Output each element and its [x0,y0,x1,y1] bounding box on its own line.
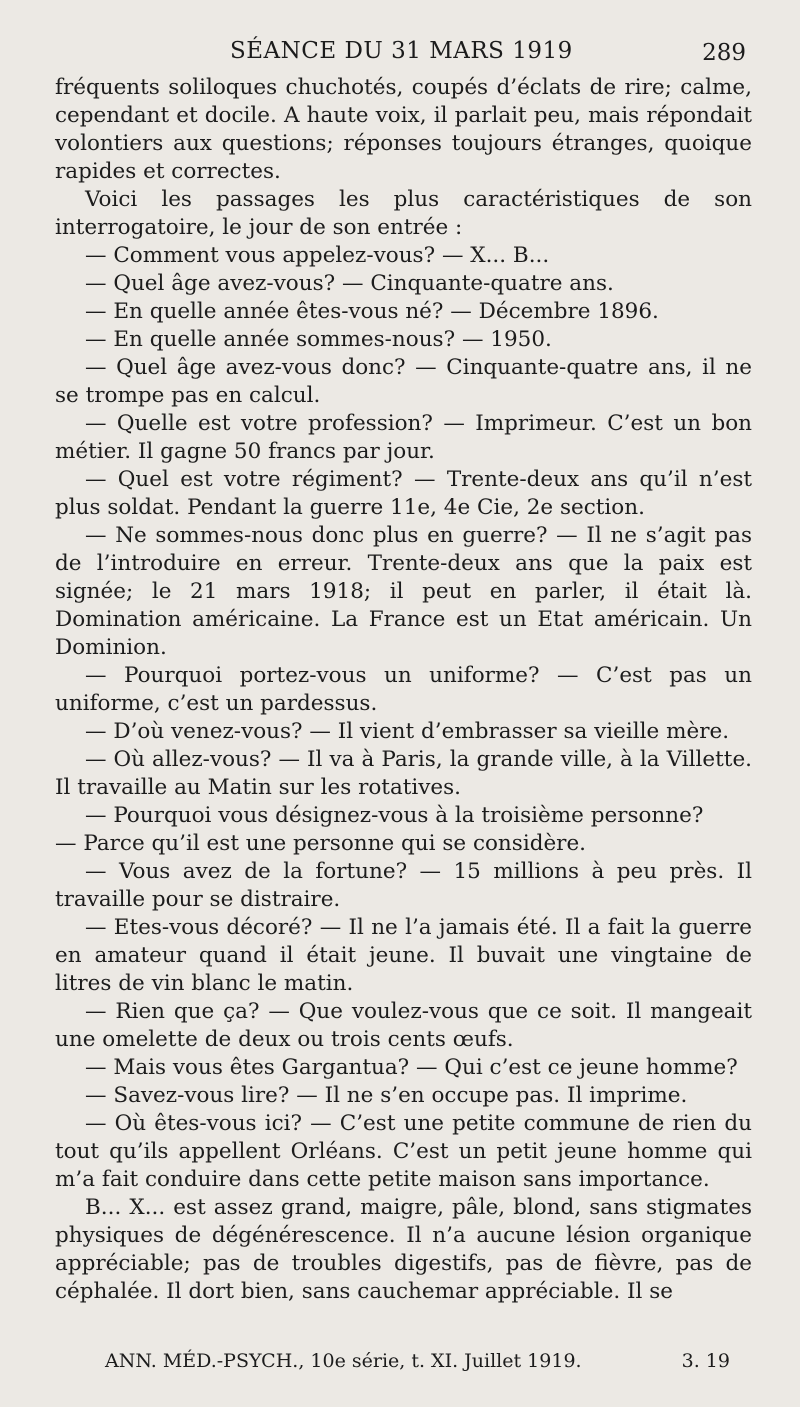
dialogue-line: — Où allez-vous? — Il va à Paris, la grande ville, à la Villette. Il travaille au Matin sur les rotatives. [55,747,752,800]
dialogue-line: — Pourquoi portez-vous un uniforme? — C’est pas un uniforme, c’est un pardessus. [55,663,752,716]
dialogue-line: — Rien que ça? — Que voulez-vous que ce soit. Il mangeait une omelette de deux ou trois cents œufs. [55,999,752,1052]
dialogue-line: — Parce qu’il est une personne qui se considère. [55,831,587,856]
dialogue-line: — Vous avez de la fortune? — 15 millions à peu près. Il travaille pour se distraire. [55,859,752,912]
signature-mark: 3. 19 [681,1350,730,1372]
page-header [55,38,752,74]
dialogue-line: — Quel est votre régiment? — Trente-deux ans qu’il n’est plus soldat. Pendant la guerre 11e, 4e Cie, 2e section. [55,467,752,520]
body-text [55,74,752,1306]
paragraph: B... X... est assez grand, maigre, pâle, blond, sans stigmates physiques de dégénérescence. Il n’a aucune lésion organique appréciable; pas de troubles digestifs, pas de fièvre, pas de céphalée. Il dort bien, sans cauchemar appréciable. Il se [55,1195,752,1304]
page-number: 289 [702,40,746,66]
dialogue-line: — Comment vous appelez-vous? — X... B... [85,243,550,268]
journal-citation: ANN. MÉD.-PSYCH., 10e série, t. XI. Juillet 1919. [105,1350,582,1372]
dialogue-line: — Ne sommes-nous donc plus en guerre? — Il ne s’agit pas de l’introduire en erreur. Trente-deux ans que la paix est signée; le 21 mars 1918; il peut en parler, il était là. Domination américaine. La France est un Etat américain. Un Dominion. [55,523,752,660]
paragraph: fréquents soliloques chuchotés, coupés d’éclats de rire; calme, cependant et docile. A haute voix, il parlait peu, mais répondait volontiers aux questions; réponses toujours étranges, quoique rapides et correctes. [55,75,752,184]
running-head: SÉANCE DU 31 MARS 1919 [230,38,573,64]
dialogue-line: — Etes-vous décoré? — Il ne l’a jamais été. Il a fait la guerre en amateur quand il était jeune. Il buvait une vingtaine de litres de vin blanc le matin. [55,915,752,996]
dialogue-line: — Savez-vous lire? — Il ne s’en occupe pas. Il imprime. [85,1083,688,1108]
dialogue-line: — D’où venez-vous? — Il vient d’embrasser sa vieille mère. [85,719,730,744]
dialogue-line: — Où êtes-vous ici? — C’est une petite commune de rien du tout qu’ils appellent Orléans. C’est un petit jeune homme qui m’a fait conduire dans cette petite maison sans importance. [55,1111,752,1192]
dialogue-line: — Pourquoi vous désignez-vous à la troisième personne? [85,803,704,828]
paragraph: Voici les passages les plus caractéristiques de son interrogatoire, le jour de son entrée : [55,187,752,240]
dialogue-line: — Quelle est votre profession? — Imprimeur. C’est un bon métier. Il gagne 50 francs par jour. [55,411,752,464]
dialogue-line: — Quel âge avez-vous donc? — Cinquante-quatre ans, il ne se trompe pas en calcul. [55,355,752,408]
dialogue-line: — Quel âge avez-vous? — Cinquante-quatre ans. [85,271,614,296]
dialogue-line: — En quelle année sommes-nous? — 1950. [85,327,552,352]
dialogue-line: — Mais vous êtes Gargantua? — Qui c’est ce jeune homme? [85,1055,738,1080]
dialogue-line: — En quelle année êtes-vous né? — Décembre 1896. [85,299,659,324]
page-footer [105,1350,740,1372]
